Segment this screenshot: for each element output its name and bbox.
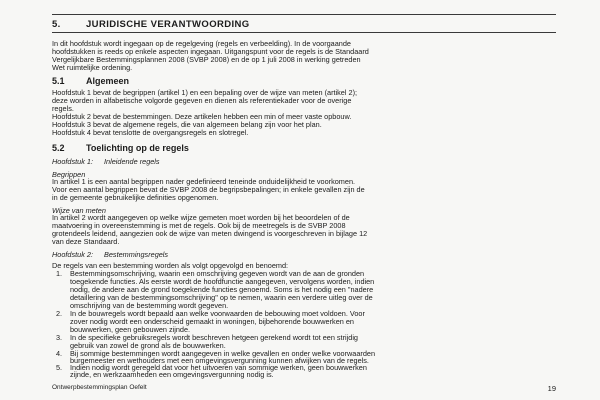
intro-line: Vergelijkbare Bestemmingsplannen 2008 (SVBP 2008) en de op 1 juli 2008 in werking getreden xyxy=(52,56,361,64)
section-title: Toelichting op de regels xyxy=(86,143,189,153)
intro-line: Wet ruimtelijke ordening. xyxy=(52,64,133,72)
list-line: gebruik van zowel de grond als de bouwwerken. xyxy=(70,342,226,350)
section-line: Hoofdstuk 3 bevat de algemene regels, die van algemeen belang zijn voor het plan. xyxy=(52,121,322,129)
paragraph-line: In artikel 2 wordt aangegeven op welke wijze gemeten moet worden bij het beoordelen of de xyxy=(52,214,350,222)
paragraph-line: De regels van een bestemming worden als volgt opgevolgd en benoemd: xyxy=(52,262,289,270)
subheading-title: Bestemmingsregels xyxy=(104,250,169,259)
section-line: regels. xyxy=(52,105,74,113)
subheading-title: Inleidende regels xyxy=(104,157,160,166)
list-number: 1. xyxy=(56,270,63,278)
list-number: 2. xyxy=(56,310,63,318)
section-heading-5-2 xyxy=(52,143,189,153)
paragraph-line: van deze Standaard. xyxy=(52,238,120,246)
paragraph-line: Voor een aantal begrippen bevat de SVBP 2008 de begripsbepalingen; in enkele gevallen zijn de xyxy=(52,186,365,194)
section-title: Algemeen xyxy=(86,76,130,86)
list-item xyxy=(52,334,557,342)
top-rule xyxy=(52,14,556,15)
intro-line: In dit hoofdstuk wordt ingegaan op de regelgeving (regels en verbeelding). In de voorgaande xyxy=(52,40,351,48)
list-line: Bij sommige bestemmingen wordt aangegeven in welke gevallen en onder welke voorwaarden xyxy=(70,350,376,358)
heading-rule xyxy=(52,32,556,33)
list-line: Indien nodig wordt geregeld dat voor het uitvoeren van sommige werken, geen bouwwerken xyxy=(70,364,367,372)
section-number: 5.2 xyxy=(52,143,65,153)
section-heading-5-1 xyxy=(52,76,129,86)
section-line: Hoofdstuk 2 bevat de bestemmingen. Deze artikelen hebben een min of meer vaste opbouw. xyxy=(52,113,352,121)
section-line: Hoofdstuk 1 bevat de begrippen (artikel 1) en een bepaling over de wijze van meten (artikel 2); xyxy=(52,89,358,97)
page-footer xyxy=(52,384,556,391)
list-line: bouwwerken, geen gebouwen zijnde. xyxy=(70,326,191,334)
chapter-title: JURIDISCHE VERANTWOORDING xyxy=(86,19,250,30)
subheading-wijze-van-meten: Wijze van meten xyxy=(52,206,106,215)
paragraph-line: maatvoering in overeenstemming is met de regels. Ook bij de meetregels is de SVBP 2008 xyxy=(52,222,346,230)
subheading-hoofdstuk-2 xyxy=(52,250,168,259)
list-line: nodig, de andere aan de grond toegekende functies genoemd. Soms is het nodig een "nadere xyxy=(70,286,374,294)
footer-text: Ontwerpbestemmingsplan Oefelt xyxy=(52,384,147,391)
list-number: 4. xyxy=(56,350,63,358)
page-number: 19 xyxy=(547,384,556,393)
paragraph-line: grotendeels leidend, aangezien ook de wijze van meten dwingend is voorgeschreven in bijlage 12 xyxy=(52,230,368,238)
list-line: Bestemmingsomschrijving, waarin een omschrijving gegeven wordt van de aan de gronden xyxy=(70,270,365,278)
list-line: In de bouwregels wordt bepaald aan welke voorwaarden de bebouwing moet voldoen. Voor xyxy=(70,310,365,318)
list-line: detaillering van de bestemmingsomschrijving" op te nemen, waarin een verdere uitleg over de xyxy=(70,294,373,302)
chapter-heading xyxy=(52,19,250,30)
section-line: deze worden in alfabetische volgorde gegeven en dienen als referentiekader voor de overige xyxy=(52,97,352,105)
subheading-hoofdstuk-1 xyxy=(52,157,160,166)
list-line: In de specifieke gebruiksregels wordt beschreven hetgeen gerekend wordt tot een strijdig xyxy=(70,334,358,342)
section-line: Hoofdstuk 4 bevat tenslotte de overgangsregels en slotregel. xyxy=(52,129,249,137)
list-number: 3. xyxy=(56,334,63,342)
subheading-label: Hoofdstuk 2: xyxy=(52,250,93,259)
intro-line: hoofdstukken is reeds op enkele aspecten ingegaan. Uitgangspunt voor de regels is de Standaard xyxy=(52,48,369,56)
list-item xyxy=(52,310,557,318)
paragraph-line: in de gemeente gebruikelijke definities opgenomen. xyxy=(52,194,219,202)
list-line: toegekende functies. Als eerste wordt de hoofdfunctie aangegeven, vervolgens worden, indien xyxy=(70,278,375,286)
list-line: zover nodig wordt een onderscheid gemaakt in woningen, bijbehorende bouwwerken en xyxy=(70,318,354,326)
list-line: burgemeester en wethouders met een omgevingsvergunning kunnen afwijken van de regels. xyxy=(70,357,369,365)
chapter-number: 5. xyxy=(52,19,61,30)
list-line: zijnde, en werkzaamheden een omgevingsvergunning nodig is. xyxy=(70,371,274,379)
section-number: 5.1 xyxy=(52,76,65,86)
list-number: 5. xyxy=(56,364,63,372)
subheading-label: Hoofdstuk 1: xyxy=(52,157,93,166)
list-item xyxy=(52,270,557,278)
paragraph-line: In artikel 1 is een aantal begrippen nader gedefinieerd teneinde onduidelijkheid te voorkomen. xyxy=(52,178,356,186)
list-line: omschrijving van de bestemming wordt gegeven. xyxy=(70,302,229,310)
subheading-begrippen: Begrippen xyxy=(52,170,86,179)
